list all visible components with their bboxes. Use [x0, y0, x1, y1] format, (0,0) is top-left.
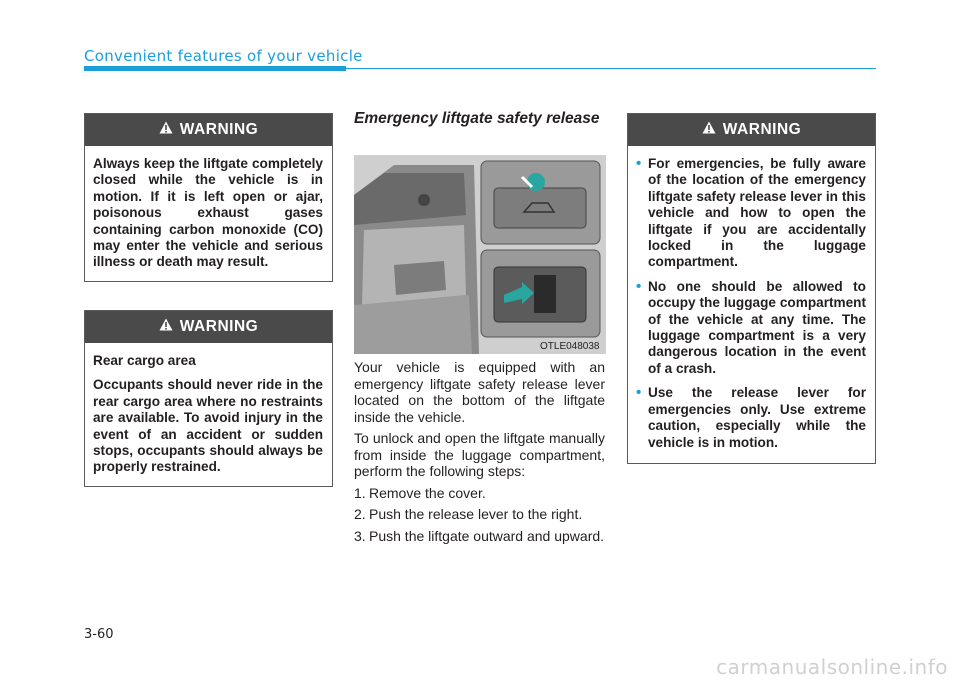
step-text: Push the release lever to the right. — [369, 506, 583, 522]
step-number: 2. — [354, 506, 366, 522]
header-rule-thin — [346, 68, 876, 69]
step-item — [354, 485, 605, 502]
warning-bullet-list — [636, 156, 866, 451]
paragraph-intro: Your vehicle is equipped with an emergency liftgate safety release lever located on the bottom of the liftgate inside the vehicle. — [354, 359, 605, 425]
warning-header — [85, 311, 332, 343]
watermark: carmanualsonline.info — [716, 655, 948, 679]
warning-triangle-icon — [159, 318, 173, 336]
warning-bullet: • No one should be allowed to occupy the luggage compartment of the vehicle at any time. The luggage compartment is a very dangerous location in the event of a crash. — [636, 279, 866, 377]
step-item — [354, 506, 605, 523]
warning-triangle-icon — [159, 121, 173, 139]
steps-list — [354, 485, 605, 545]
step-number: 3. — [354, 527, 366, 544]
liftgate-illustration — [354, 155, 606, 354]
warning-box-exhaust — [84, 113, 333, 282]
header-rule-thick — [84, 66, 346, 71]
step-item — [354, 528, 605, 545]
warning-box-cargo — [84, 310, 333, 487]
warning-title: WARNING — [722, 121, 802, 138]
section-title: Convenient features of your vehicle — [84, 47, 363, 65]
step-text: Push the liftgate outward and upward. — [369, 527, 605, 544]
step-text: Remove the cover. — [369, 484, 486, 501]
warning-subheading: Rear cargo area — [93, 353, 196, 368]
warning-title: WARNING — [179, 121, 259, 138]
warning-header — [628, 114, 875, 146]
warning-bullet: • Use the release lever for emergencies only. Use extreme caution, especially while the vehicle is in motion. — [636, 385, 866, 451]
warning-triangle-icon — [702, 121, 716, 139]
warning-text: Always keep the liftgate completely closed while the vehicle is in motion. If it is left open or ajar, poisonous exhaust gases containing carbon monoxide (CO) may enter the vehicle and serious illness or death may result. — [93, 156, 323, 270]
paragraph-instructions: To unlock and open the liftgate manually from inside the luggage compartment, perform the following steps: — [354, 430, 605, 479]
warning-title: WARNING — [179, 318, 259, 335]
page-number: 3-60 — [84, 627, 114, 642]
step-number: 1. — [354, 484, 366, 501]
warning-box-release-lever — [627, 113, 876, 464]
warning-bullet: • For emergencies, be fully aware of the location of the emergency liftgate safety release lever in this vehicle and how to open the liftgate if you are accidentally locked in the luggage compartment. — [636, 156, 866, 271]
body-text — [354, 359, 605, 549]
section-heading: Emergency liftgate safety release — [354, 110, 600, 127]
figure-code: OTLE048038 — [540, 341, 600, 352]
liftgate-release-figure — [354, 155, 606, 354]
warning-text: Occupants should never ride in the rear cargo area where no restraints are available. To avoid injury in the event of an accident or sudden stops, occupants should always be properly restrained. — [93, 377, 323, 475]
warning-header — [85, 114, 332, 146]
